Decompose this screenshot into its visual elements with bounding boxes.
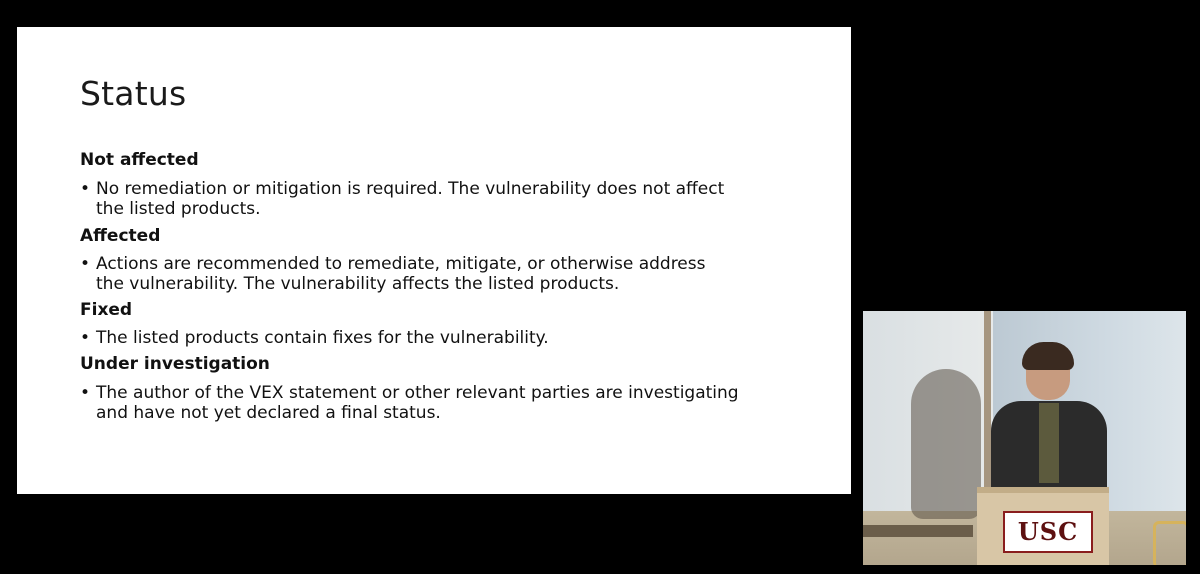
podium-sign: USC	[1003, 511, 1093, 553]
bullet-dot: •	[80, 383, 91, 403]
chair	[1153, 521, 1186, 565]
bullet-line: the vulnerability. The vulnerability affects the listed products.	[96, 274, 620, 294]
bullet-not-affected	[80, 179, 800, 219]
bullet-dot: •	[80, 254, 91, 274]
speaker-shirt	[1039, 403, 1059, 483]
bullet-dot: •	[80, 328, 91, 348]
section-heading-affected: Affected	[80, 226, 161, 246]
bullet-dot: •	[80, 179, 91, 199]
section-heading-not-affected: Not affected	[80, 150, 199, 170]
section-heading-under-investigation: Under investigation	[80, 354, 270, 374]
bullet-affected	[80, 254, 800, 294]
bullet-line: and have not yet declared a final status.	[96, 403, 441, 423]
slide-title: Status	[80, 74, 187, 113]
bullet-line: Actions are recommended to remediate, mitigate, or otherwise address	[96, 254, 706, 274]
speaker-shadow	[911, 369, 981, 519]
bullet-line: The listed products contain fixes for the vulnerability.	[96, 328, 549, 348]
bullet-line: The author of the VEX statement or other relevant parties are investigating	[96, 383, 739, 403]
section-heading-fixed: Fixed	[80, 300, 133, 320]
presentation-slide	[17, 27, 851, 494]
video-table	[863, 525, 973, 537]
speaker-video	[863, 311, 1186, 565]
bullet-line: the listed products.	[96, 199, 261, 219]
bullet-under-investigation	[80, 383, 800, 423]
bullet-line: No remediation or mitigation is required. The vulnerability does not affect	[96, 179, 725, 199]
bullet-fixed	[80, 328, 800, 348]
speaker-hair	[1022, 342, 1074, 370]
